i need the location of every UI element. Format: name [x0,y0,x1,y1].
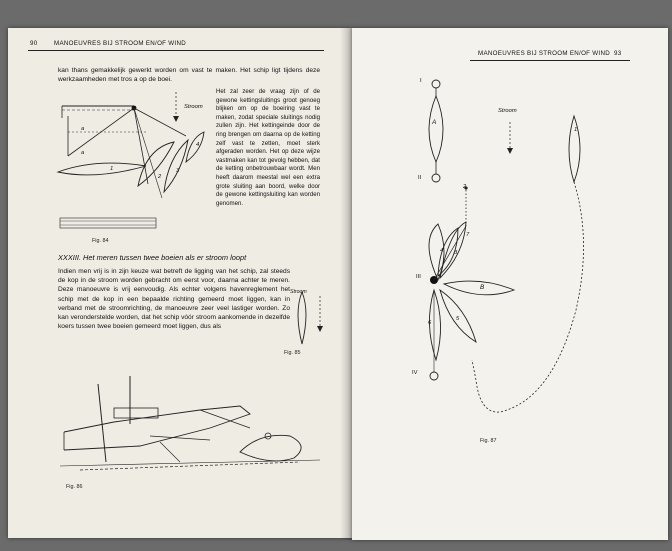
fig-87-roman-III: III [416,274,421,280]
right-running-head: MANOEUVRES BIJ STROOM EN/OF WIND [478,50,610,57]
left-top-paragraph: kan thans gemakkelijk gewerkt worden om vast te maken. Het schip ligt tijdens deze werkzaamheden met tros a op de boei. [58,67,320,84]
fig-87-roman-II: II [418,175,422,181]
fig-86-diagram [50,366,340,476]
fig-85-diagram [290,288,330,354]
fig-87-position-4: 4 [440,248,444,254]
left-page-number: 90 [30,40,38,47]
fig-87-diagram [380,70,630,440]
fig-84-position-4: 4 [196,142,200,148]
fig-84-position-2: 2 [158,174,162,180]
fig-87-letter-A: A [432,119,437,126]
fig-87-roman-I: I [420,78,422,84]
section-paragraph: Indien men vrij is in zijn keuze wat betreft de ligging van het schip, zal steeds de kop in de stroom worden gebracht om eerst voor, daarna achter te meren. Deze manoeuvre is vrij eenvoudig. Als echter volgens havenreglement het schip met de kop in een bepaalde richting gemeerd moet liggen, kan in verband met de stroomrichting, de manoeuvre zeer veel lastiger worden. Zo kan veronderstelde worden, dat het schip vóór stroom aankomende in dezelfde koers tussen twee boeien gemeerd moet liggen, dus als [58,268,290,331]
fig-84-label-a-2: a [81,150,85,156]
left-header-rule [28,50,324,51]
fig-87-stroom-label: Stroom [498,108,517,114]
fig-85-stroom-label: Stroom [290,289,307,295]
fig-87-position-7: 7 [466,232,470,238]
fig-84-label-a-1: a [81,126,85,132]
right-page-number: 93 [614,50,622,57]
fig-84-stroom-label: Stroom [184,104,203,110]
fig-87-caption: Fig. 87 [480,438,497,444]
fig-87-position-6: 6 [428,320,432,326]
section-heading: XXXIII. Het meren tussen twee boeien als er stroom loopt [58,253,247,262]
fig-87-position-5: 5 [456,316,460,322]
fig-87-position-2-label: 2 [463,184,467,190]
fig-87-letter-B: B [480,284,485,291]
fig-84-diagram [56,88,216,248]
fig-85-caption: Fig. 85 [284,350,301,356]
right-header-rule [470,60,630,61]
left-running-head: MANOEUVRES BIJ STROOM EN/OF WIND [54,40,186,47]
fig-87-roman-IV: IV [412,370,418,376]
fig-84-caption: Fig. 84 [92,238,109,244]
fig-87-position-3: 3 [454,250,458,256]
fig-84-position-1: 1 [110,166,114,172]
fig-86-caption: Fig. 86 [66,484,83,490]
fig-87-position-1: 1 [574,127,578,133]
fig-84-position-3: 3 [176,168,180,174]
left-column-paragraph: Het zal zeer de vraag zijn of de gewone kettingsluitings groot genoeg blijken om op de boeiring vast te maken, zodat speciale sluitings nodig zullen zijn. Het kettingeinde door de ring brengen om daarna op de ketting zelf vast te zetten, moet sterk afgeraden worden. Het op deze wijze vastmaken kan tot gevolg hebben, dat de ketting onbetrouwbaar wordt. Men heeft daarom meestal wel een extra grote sluiting aan boord, welke door de gewone kettingsluiting kan worden genomen. [216,88,320,207]
